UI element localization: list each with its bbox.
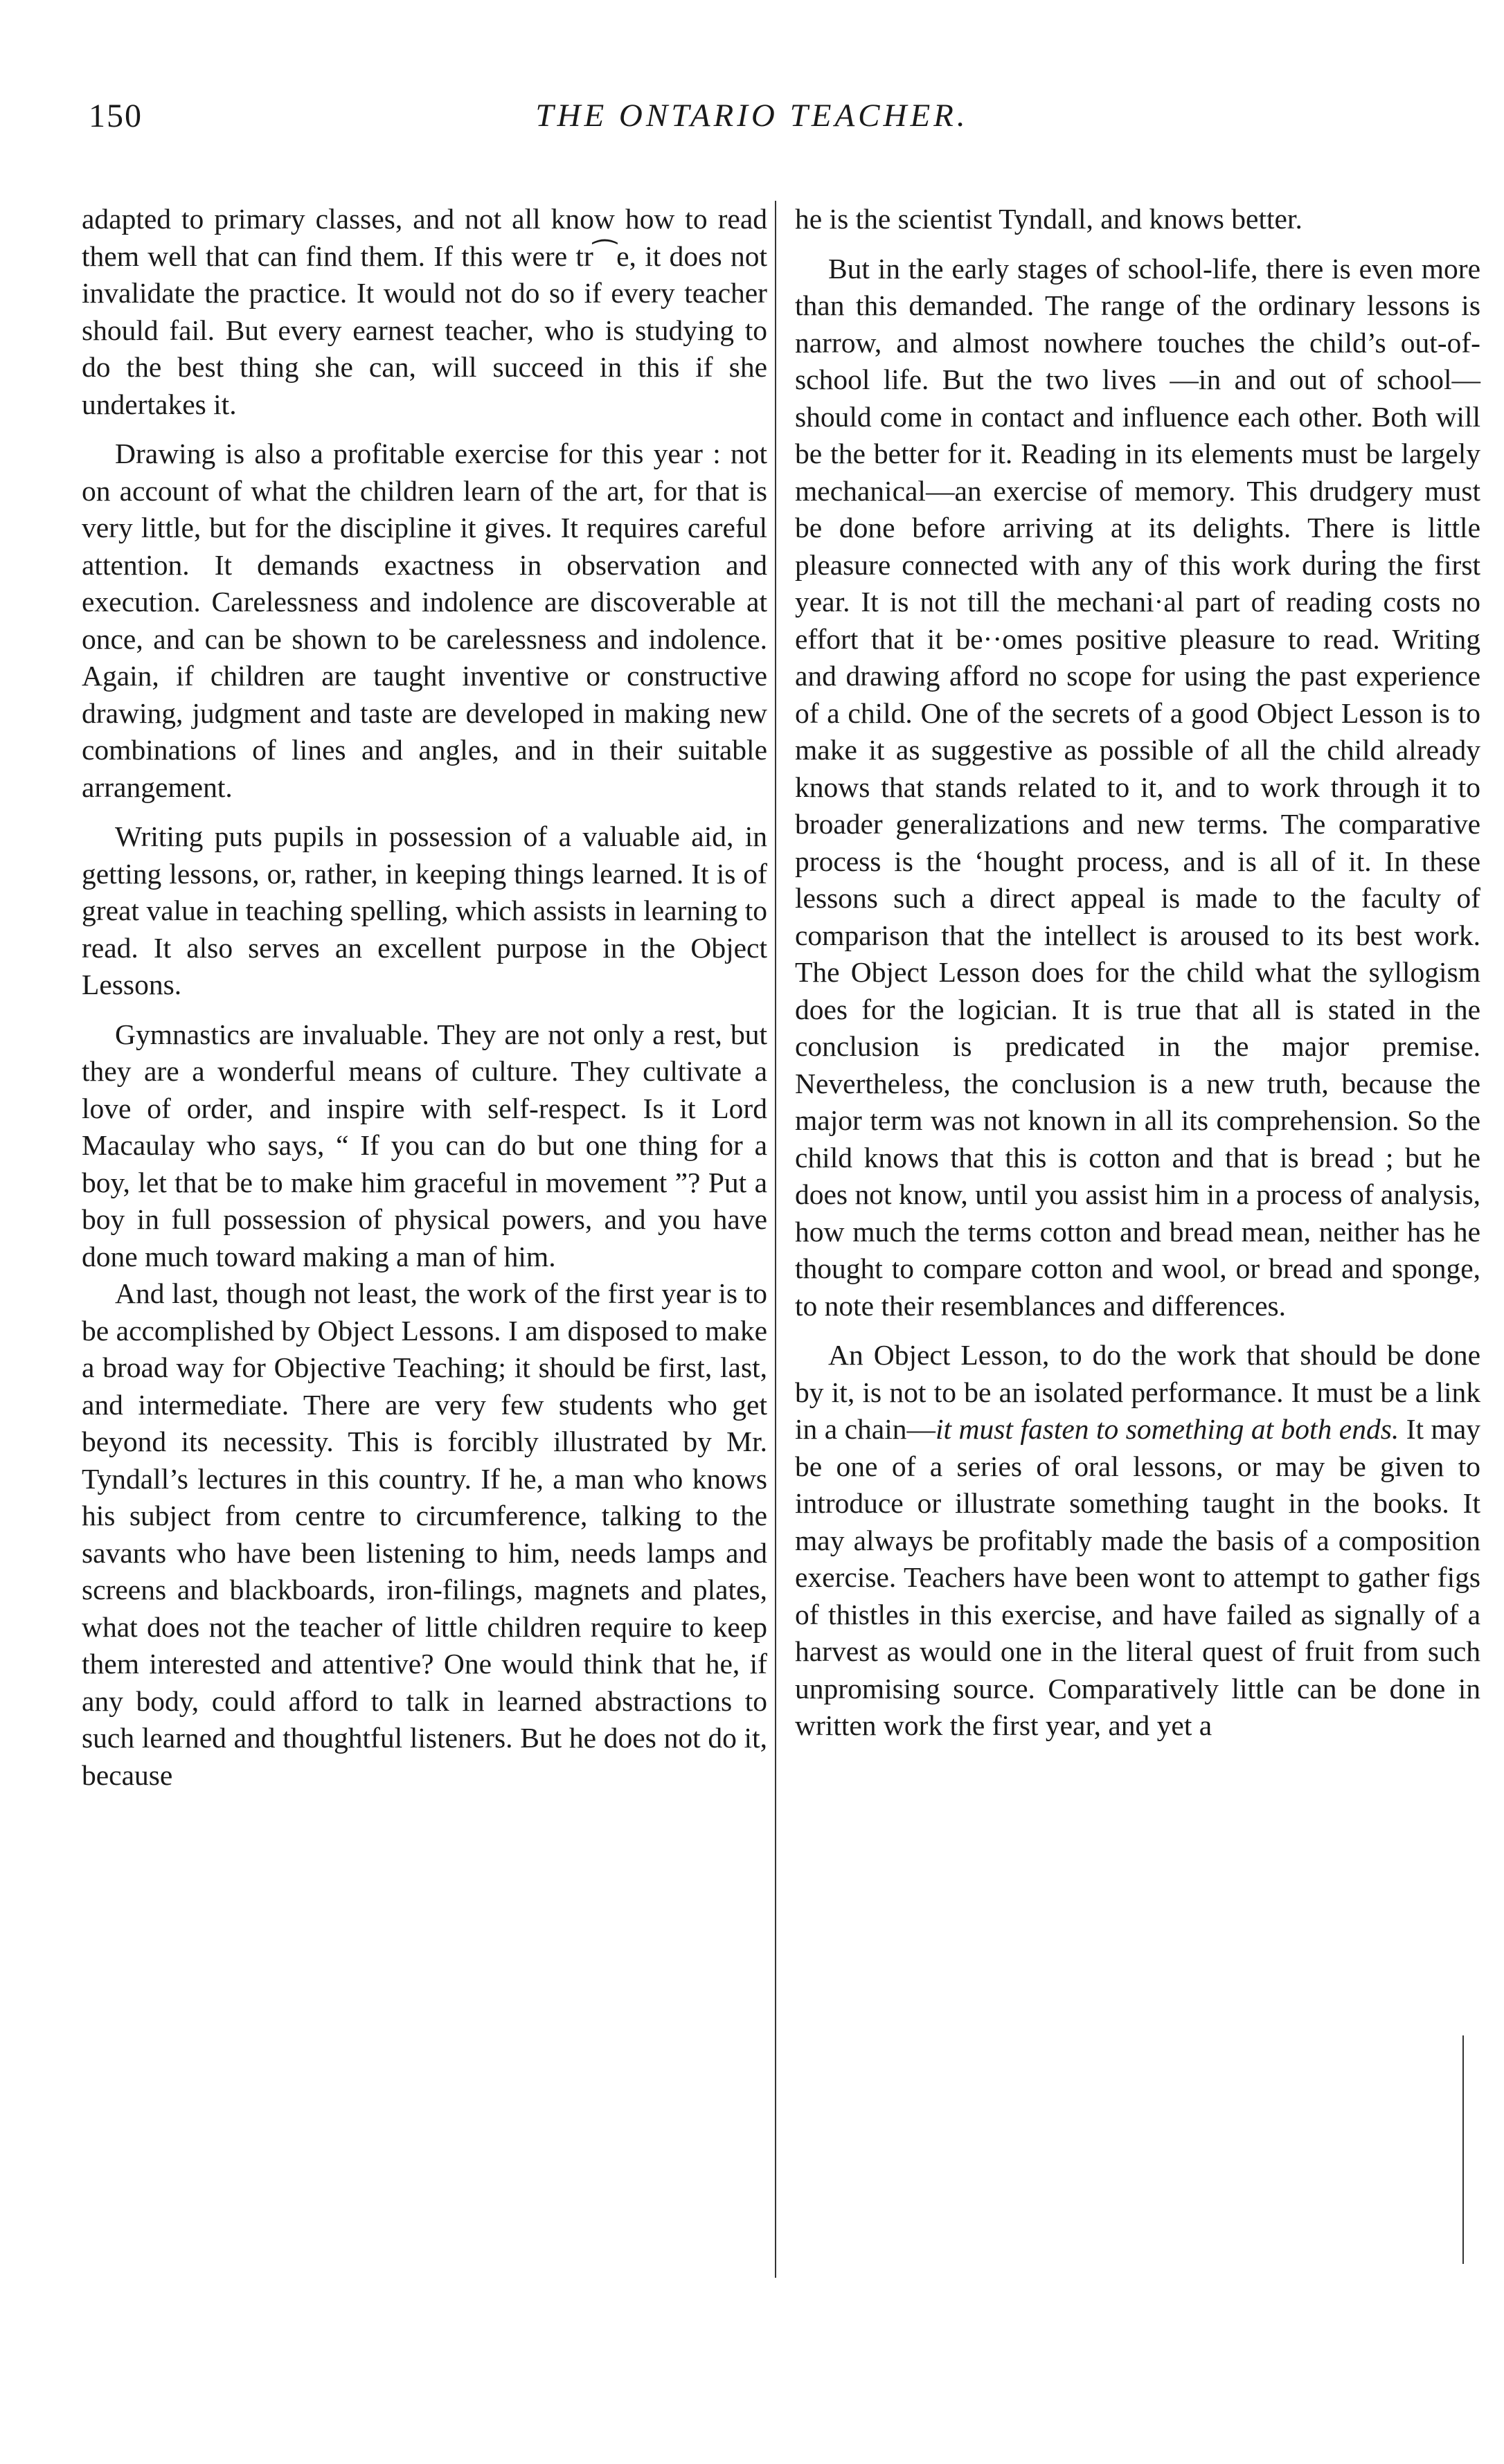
paragraph-object-lesson-link	[795, 1337, 1480, 1745]
right-column	[795, 201, 1480, 1745]
page-header	[0, 97, 1504, 145]
object-lesson-italic-phrase: it must fasten to something at both ends.	[935, 1413, 1399, 1445]
paragraph-writing: Writing puts pupils in possession of a valuable aid, in getting lessons, or, rather, in keeping things learned. It is of great value in teaching spelling, which assists in learning to read. It also serves an excellent purpose in the Object Lessons.	[82, 820, 767, 1000]
left-column	[82, 201, 767, 1794]
paragraph-school-life: But in the early stages of school-life, there is even more than this demanded. The range of the ordinary lessons is narrow, and almost nowhere touches the child’s out-of-school life. But the two lives —in and out of school—should come in contact and influence each other. Both will be the better for it. Reading in its elements must be largely mechanical—an exercise of memory. This drudgery must be done before arriving at its delights. There is little pleasure connected with any of this work duri̇ng the first year. It is not till the mechani·al part of reading costs no effort that it be··omes positive pleasure to read. Writing and drawing afford no scope for using the past experience of a child. One of the secrets of a good Object Lesson is to make it as suggestive as possible of all the child already knows that stands related to it, and to work through it to broader generalizations and new terms. The comparative process is the ‘hought process, and is all of it. In these lessons such a direct appeal is made to the faculty of comparison that the intellect is aroused to its best work. The Object Lesson does for the child what the syllogism does for the logician. It is true that all is stated in the conclusion is predicated in the major premise. Nevertheless, the conclusion is a new truth, because the major term was not known in all its comprehension. So the child knows that this is cotton and that is bread ; but he does not know, until you assist him in a process of analysis, how much the terms cotton and bread mean, neither has he thought to compare cotton and wool, or bread and sponge, to note their resemblances and differences.	[795, 252, 1480, 1322]
paragraph-continued-tyndall: he is the scientist Tyndall, and knows better.	[795, 203, 1302, 235]
paragraph-object-lessons: And last, though not least, the work of the first year is to be accomplished by Object Lessons. I am disposed to make a broad way for Objective Teaching; it should be first, last, and intermediate. There are very few students who get beyond its necessity. This is forcibly illustrated by Mr. Tyndall’s lectures in this country. If he, a man who knows his subject from centre to circumference, talking to the savants who have been listening to him, needs lamps and screens and blackboards, iron-filings, magnets and plates, what does not the teacher of little children require to keep them interested and attentive? One would think that he, if any body, could afford to talk in learned abstractions to such learned and thoughtful listeners. But he does not do it, because	[82, 1277, 767, 1791]
running-title: THE ONTARIO TEACHER.	[535, 98, 969, 134]
paragraph-gymnastics: Gymnastics are invaluable. They are not only a rest, but they are a wonderful means of culture. They cultivate a love of order, and inspire with self-respect. Is it Lord Macaulay who says, “ If you can do but one thing for a boy, let that be to make him graceful in movement ”? Put a boy in full possession of physical powers, and you have done much toward making a man of him.	[82, 1018, 767, 1273]
object-lesson-text-start: An Object Lesson, to do the work that should be done by it, is not to be an isolated performance. It must be a link in a chain—	[795, 1339, 1480, 1445]
paragraph-drawing: Drawing is also a profitable exercise for this year : not on account of what the children learn of the art, for that is very little, but for the discipline it gives. It requires careful attention. It demands exactness in observation and execution. Carelessness and indolence are discoverable at once, and can be shown to be carelessness and indolence. Again, if children are taught inventive or constructive drawing, judgment and taste are developed in making new combinations of lines and angles, and in their suitable arrangement.	[82, 438, 767, 803]
object-lesson-text-end: It may be one of a series of oral lessons, or may be given to introduce or illustrate something taught in the books. It may always be profitably made the basis of a composition exercise. Teachers have been wont to attempt to gather figs of thistles in this exercise, and have failed as signally of a harvest as would one in the literal quest of fruit from such unpromising source. Comparatively little can be done in written work the first year, and yet a	[795, 1413, 1480, 1741]
column-divider	[775, 201, 776, 2278]
paragraph-continued-primary-classes: adapted to primary classes, and not all know how to read them well that can find them. If this were tr⁀e, it does not invalidate the practice. It would not do so if every teacher should fail. But every earnest teacher, who is studying to do the best thing she can, will succeed in this if she undertakes it.	[82, 203, 767, 420]
margin-rule	[1462, 2035, 1464, 2264]
page-number: 150	[89, 98, 143, 134]
